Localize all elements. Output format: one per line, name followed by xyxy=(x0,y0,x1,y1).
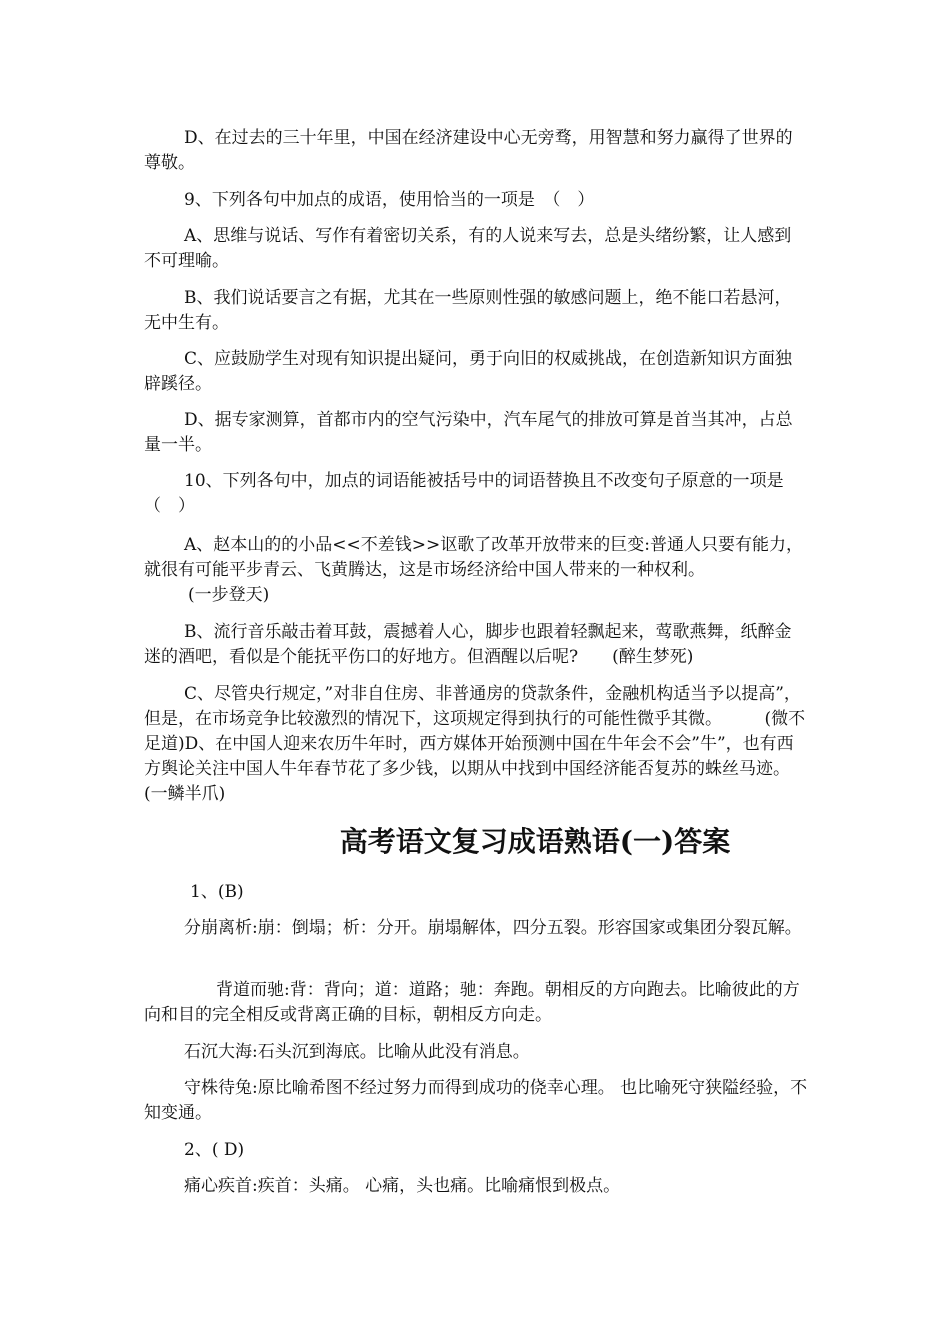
answer-section-title: 高考语文复习成语熟语(一)答案 xyxy=(339,825,731,858)
answer-1-explanation-1: 分崩离析:崩：倒塌；析：分开。崩塌解体，四分五裂。形容国家或集团分裂瓦解。 xyxy=(184,918,802,938)
answer-2-label: 2、( D) xyxy=(184,1140,245,1160)
answer-1-label: 1、(B) xyxy=(190,882,244,902)
answer-1-explanation-4: 守株待兔:原比喻希图不经过努力而得到成功的侥幸心理。 也比喻死守狭隘经验，不知变通。 xyxy=(144,1078,808,1123)
question-10-option-a-note: (一步登天) xyxy=(188,585,270,605)
question-10-option-b: B、流行音乐敲击着耳鼓，震撼着人心，脚步也跟着轻飘起来，莺歌燕舞，纸醉金迷的酒吧，看似是个能抚平伤口的好地方。但酒醒以后呢? (醉生梦死) xyxy=(144,622,792,667)
answer-1-explanation-3: 石沉大海:石头沉到海底。比喻从此没有消息。 xyxy=(184,1042,530,1062)
question-10-option-c-d: C、尽管央行规定，”对非自住房、非普通房的贷款条件，金融机构适当予以提高”，但是，在市场竞争比较激烈的情况下，这项规定得到执行的可能性微乎其微。 (微不足道)D、在中国人迎来农历牛年时，西方媒体开始预测中国在牛年会不会”牛”，也有西方舆论关注中国人牛年春节花了多少钱，以期从中找到中国经济能否复苏的蛛丝马迹。(一鳞半爪) xyxy=(144,684,806,804)
question-9-option-c: C、应鼓励学生对现有知识提出疑问，勇于向旧的权威挑战，在创造新知识方面独辟蹊径。 xyxy=(144,349,793,394)
question-8-option-d: D、在过去的三十年里，中国在经济建设中心无旁骛，用智慧和努力赢得了世界的尊敬。 xyxy=(144,128,793,173)
question-10-option-a: A、赵本山的的小品<<不差钱>>讴歌了改革开放带来的巨变:普通人只要有能力，就很有可能平步青云、飞黄腾达，这是市场经济给中国人带来的一种权利。 xyxy=(144,535,803,580)
question-10-stem: 10、下列各句中，加点的词语能被括号中的词语替换且不改变句子原意的一项是（ ） xyxy=(144,471,784,516)
question-9-option-b: B、我们说话要言之有据，尤其在一些原则性强的敏感问题上，绝不能口若悬河， 无中生有。 xyxy=(144,288,792,333)
question-9-option-a: A、思维与说话、写作有着密切关系，有的人说来写去，总是头绪纷繁，让人感到不可理喻。 xyxy=(144,226,792,271)
answer-1-explanation-2: 背道而驰:背：背向；道：道路；驰：奔跑。朝相反的方向跑去。比喻彼此的方向和目的完全相反或背离正确的目标，朝相反方向走。 xyxy=(144,980,800,1025)
question-9-stem: 9、下列各句中加点的成语，使用恰当的一项是 （ ） xyxy=(184,190,595,210)
answer-2-explanation-1: 痛心疾首:疾首：头痛。 心痛，头也痛。比喻痛恨到极点。 xyxy=(184,1176,621,1196)
question-9-option-d: D、据专家测算，首都市内的空气污染中，汽车尾气的排放可算是首当其冲，占总量一半。 xyxy=(144,410,793,455)
